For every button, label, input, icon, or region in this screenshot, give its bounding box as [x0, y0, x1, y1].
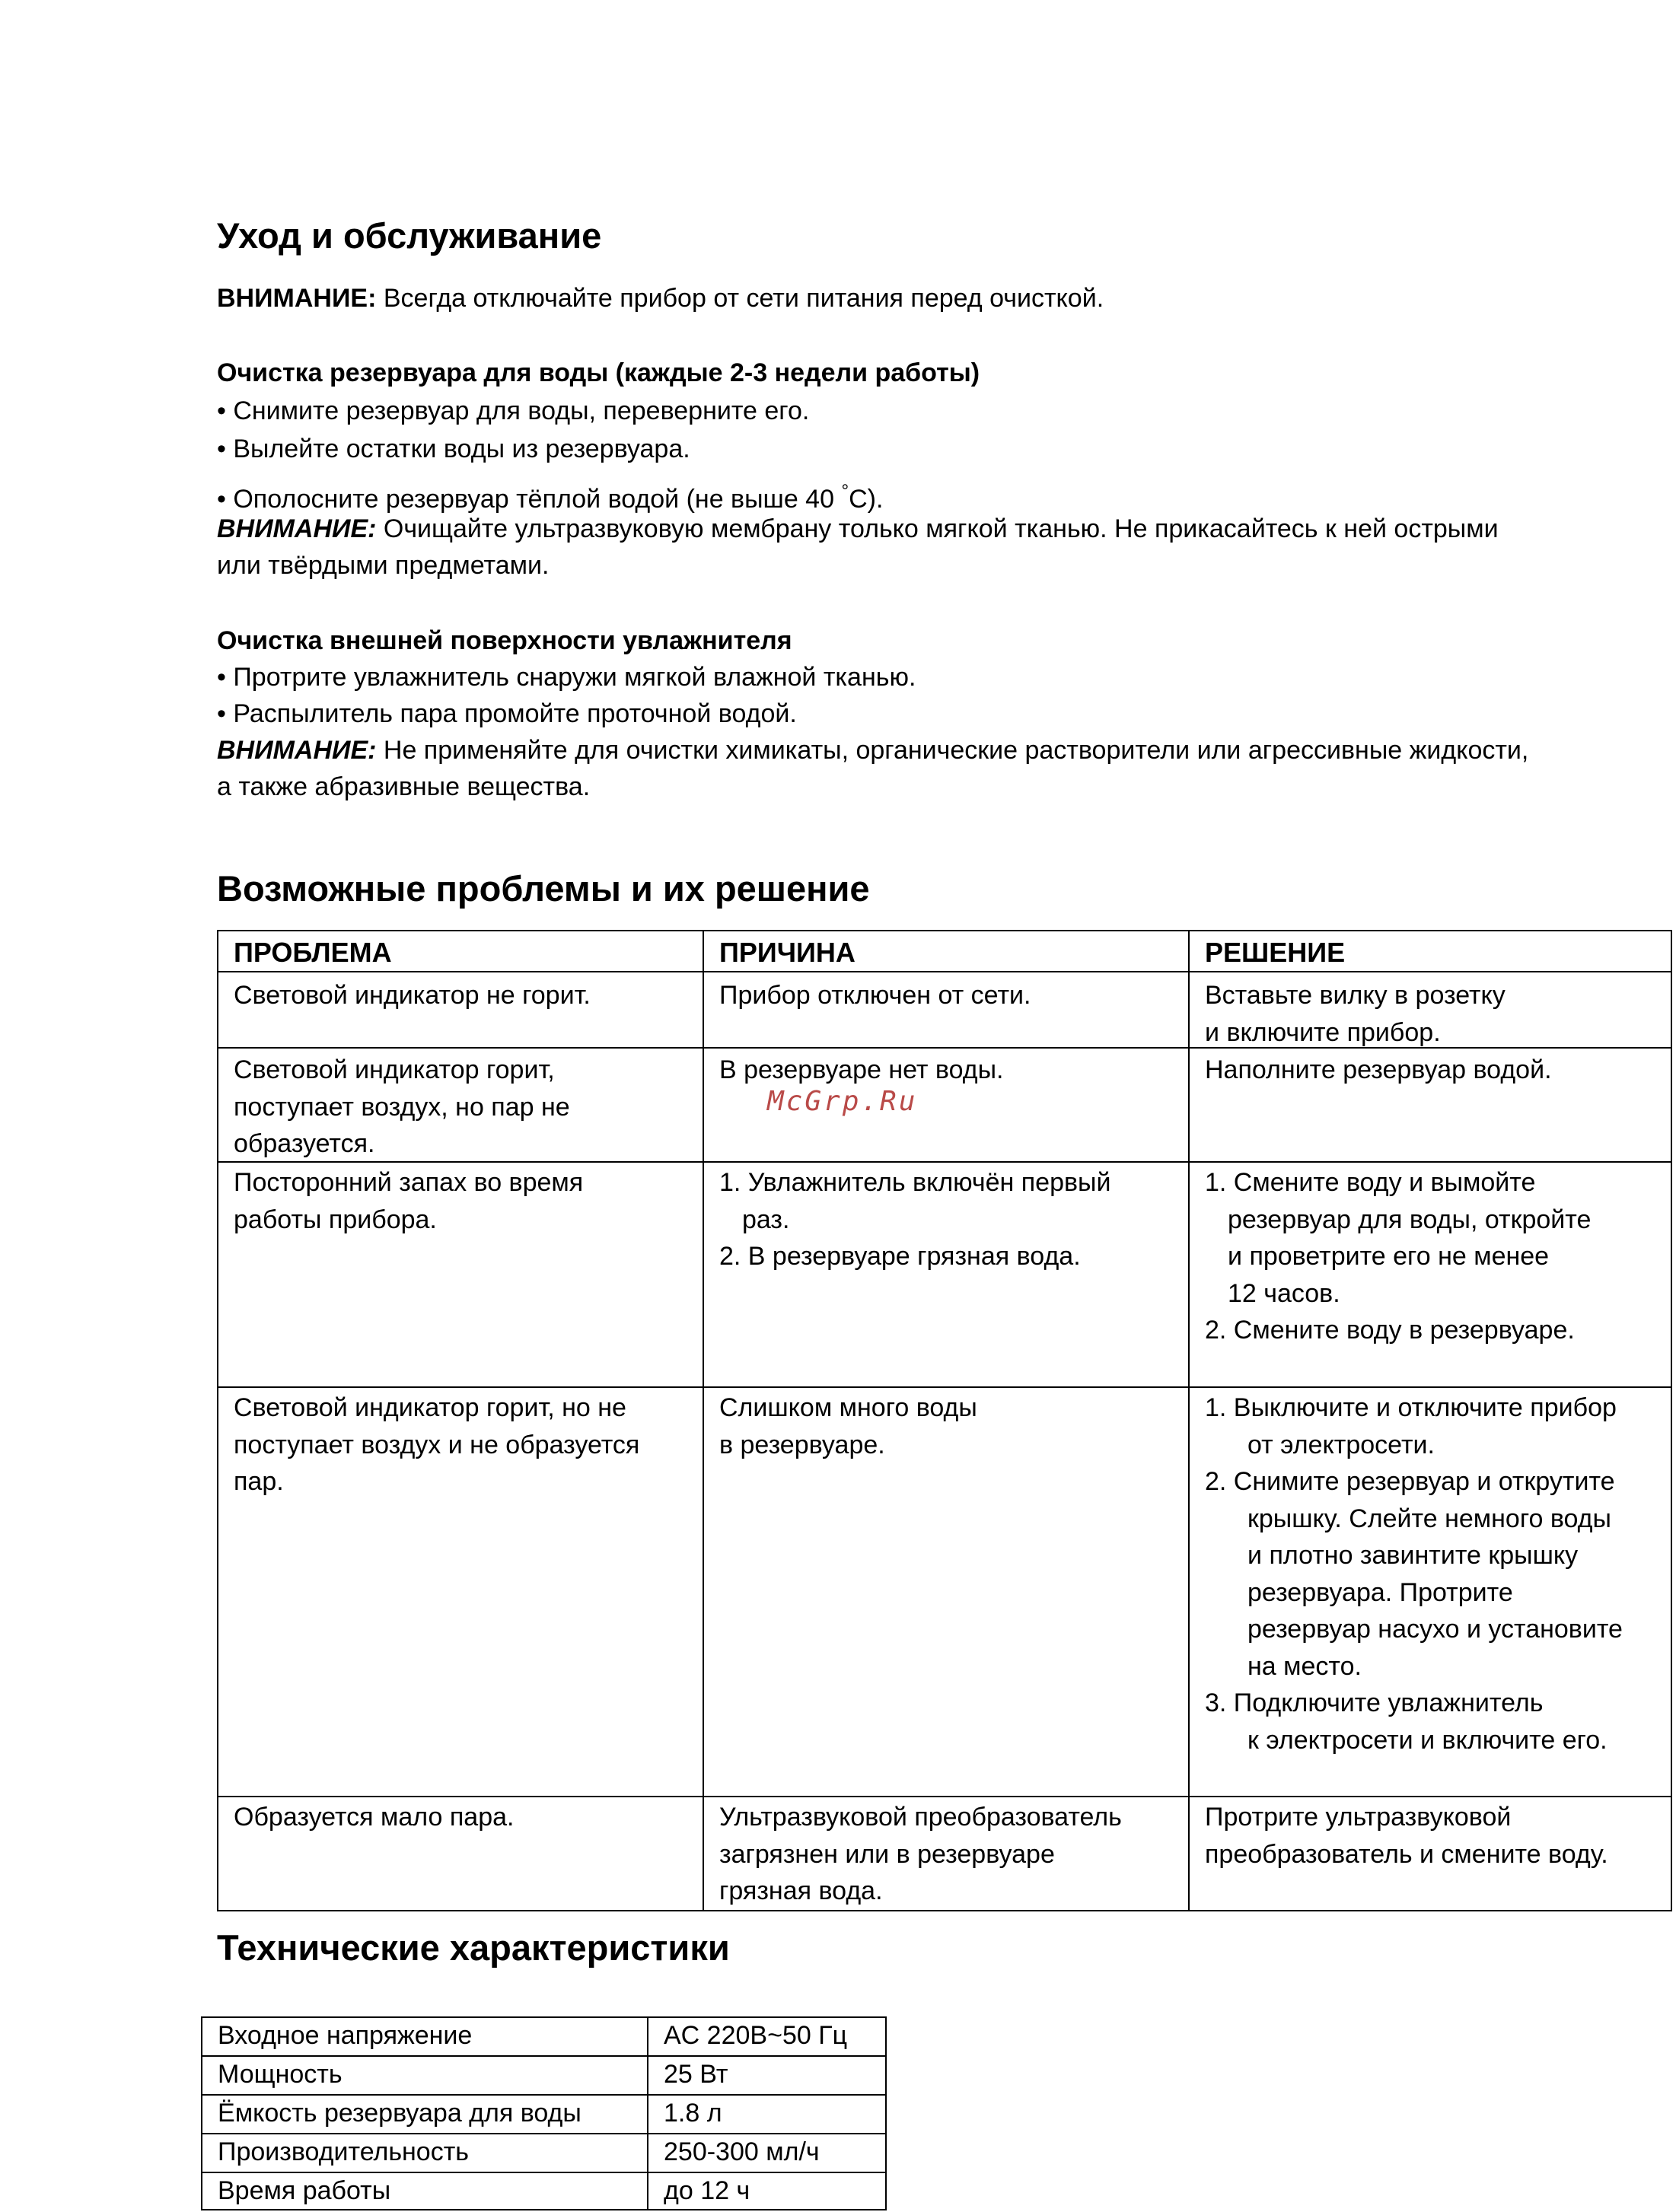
spec-name: Входное напряжение: [218, 2021, 473, 2050]
tank-warning: ВНИМАНИЕ: Очищайте ультразвуковую мембрану только мягкой тканью. Не прикасайтесь к ней острыми: [217, 514, 1499, 543]
tank-warning-line2: или твёрдыми предметами.: [217, 551, 550, 580]
spec-name: Ёмкость резервуара для воды: [218, 2099, 582, 2128]
care-warning: [217, 280, 1663, 317]
surface-warning-line2: а также абразивные вещества.: [217, 772, 591, 801]
header-problem: ПРОБЛЕМА: [234, 937, 392, 968]
surface-bullet: • Протрите увлажнитель снаружи мягкой влажной тканью.: [217, 663, 916, 692]
row5-cause: Ультразвуковой преобразователь загрязнен или в резервуаре грязная вода.: [719, 1803, 1122, 1905]
row2-solution: Наполните резервуар водой.: [1205, 1055, 1552, 1084]
watermark: McGrp.Ru: [767, 1086, 918, 1117]
row2-cause: В резервуаре нет воды.: [719, 1055, 1004, 1084]
spec-value: AC 220В~50 Гц: [664, 2021, 848, 2050]
degree-sign: °: [841, 481, 849, 501]
row3-solution: 1. Смените воду и вымойте резервуар для воды, откройте и проветрите его не менее 12 часов. 2. Смените воду в резервуаре.: [1205, 1168, 1592, 1345]
spec-value: 1.8 л: [664, 2099, 722, 2128]
surface-bullet: • Распылитель пара промойте проточной водой.: [217, 699, 797, 728]
row4-solution: 1. Выключите и отключите прибор от электросети. 2. Снимите резервуар и открутите крышку. Слейте немного воды и плотно завинтите крышку резервуара. Протрите резервуар насухо и установите на место. 3. Подключите увлажнитель к электросети и включите его.: [1205, 1393, 1623, 1755]
tank-heading: Очистка резервуара для воды (каждые 2-3 недели работы): [217, 358, 980, 387]
spec-name: Время работы: [218, 2176, 391, 2205]
row2-problem: Световой индикатор горит, поступает воздух, но пар не образуется.: [234, 1055, 570, 1158]
row1-problem: Световой индикатор не горит.: [234, 981, 591, 1010]
surface-warning: ВНИМАНИЕ: Не применяйте для очистки химикаты, органические растворители или агрессивные жидкости,: [217, 736, 1529, 765]
warning-text: Всегда отключайте прибор от сети питания перед очисткой.: [376, 284, 1104, 313]
row3-problem: Посторонний запах во время работы прибора.: [234, 1168, 584, 1234]
spec-value: до 12 ч: [664, 2176, 750, 2205]
specs-title: Технические характеристики: [217, 1927, 730, 1968]
warning-label: ВНИМАНИЕ:: [217, 284, 377, 313]
spec-value: 250-300 мл/ч: [664, 2137, 820, 2166]
row4-problem: Световой индикатор горит, но не поступает воздух и не образуется пар.: [234, 1393, 640, 1496]
tank-bullet: • Ополосните резервуар тёплой водой (не выше 40 °С).: [217, 481, 884, 514]
spec-value: 25 Вт: [664, 2060, 728, 2089]
troubleshooting-title: Возможные проблемы и их решение: [217, 868, 870, 909]
spec-name: Производительность: [218, 2137, 470, 2166]
troubleshooting-table: [217, 930, 1672, 1911]
care-title: Уход и обслуживание: [217, 215, 602, 256]
row5-solution: Протрите ультразвуковой преобразователь и смените воду.: [1205, 1803, 1608, 1869]
row1-cause: Прибор отключен от сети.: [719, 981, 1031, 1010]
tank-bullet: • Вылейте остатки воды из резервуара.: [217, 434, 690, 463]
header-cause: ПРИЧИНА: [719, 937, 856, 968]
specs-table: [201, 2016, 887, 2210]
row4-cause: Слишком много воды в резервуаре.: [719, 1393, 977, 1459]
surface-heading: Очистка внешней поверхности увлажнителя: [217, 626, 792, 655]
spec-name: Мощность: [218, 2060, 343, 2089]
row3-cause: 1. Увлажнитель включён первый раз. 2. В резервуаре грязная вода.: [719, 1168, 1111, 1271]
row1-solution: Вставьте вилку в розетку и включите прибор.: [1205, 981, 1506, 1047]
header-solution: РЕШЕНИЕ: [1205, 937, 1346, 968]
row5-problem: Образуется мало пара.: [234, 1803, 515, 1832]
tank-bullet: • Снимите резервуар для воды, переверните его.: [217, 396, 810, 425]
